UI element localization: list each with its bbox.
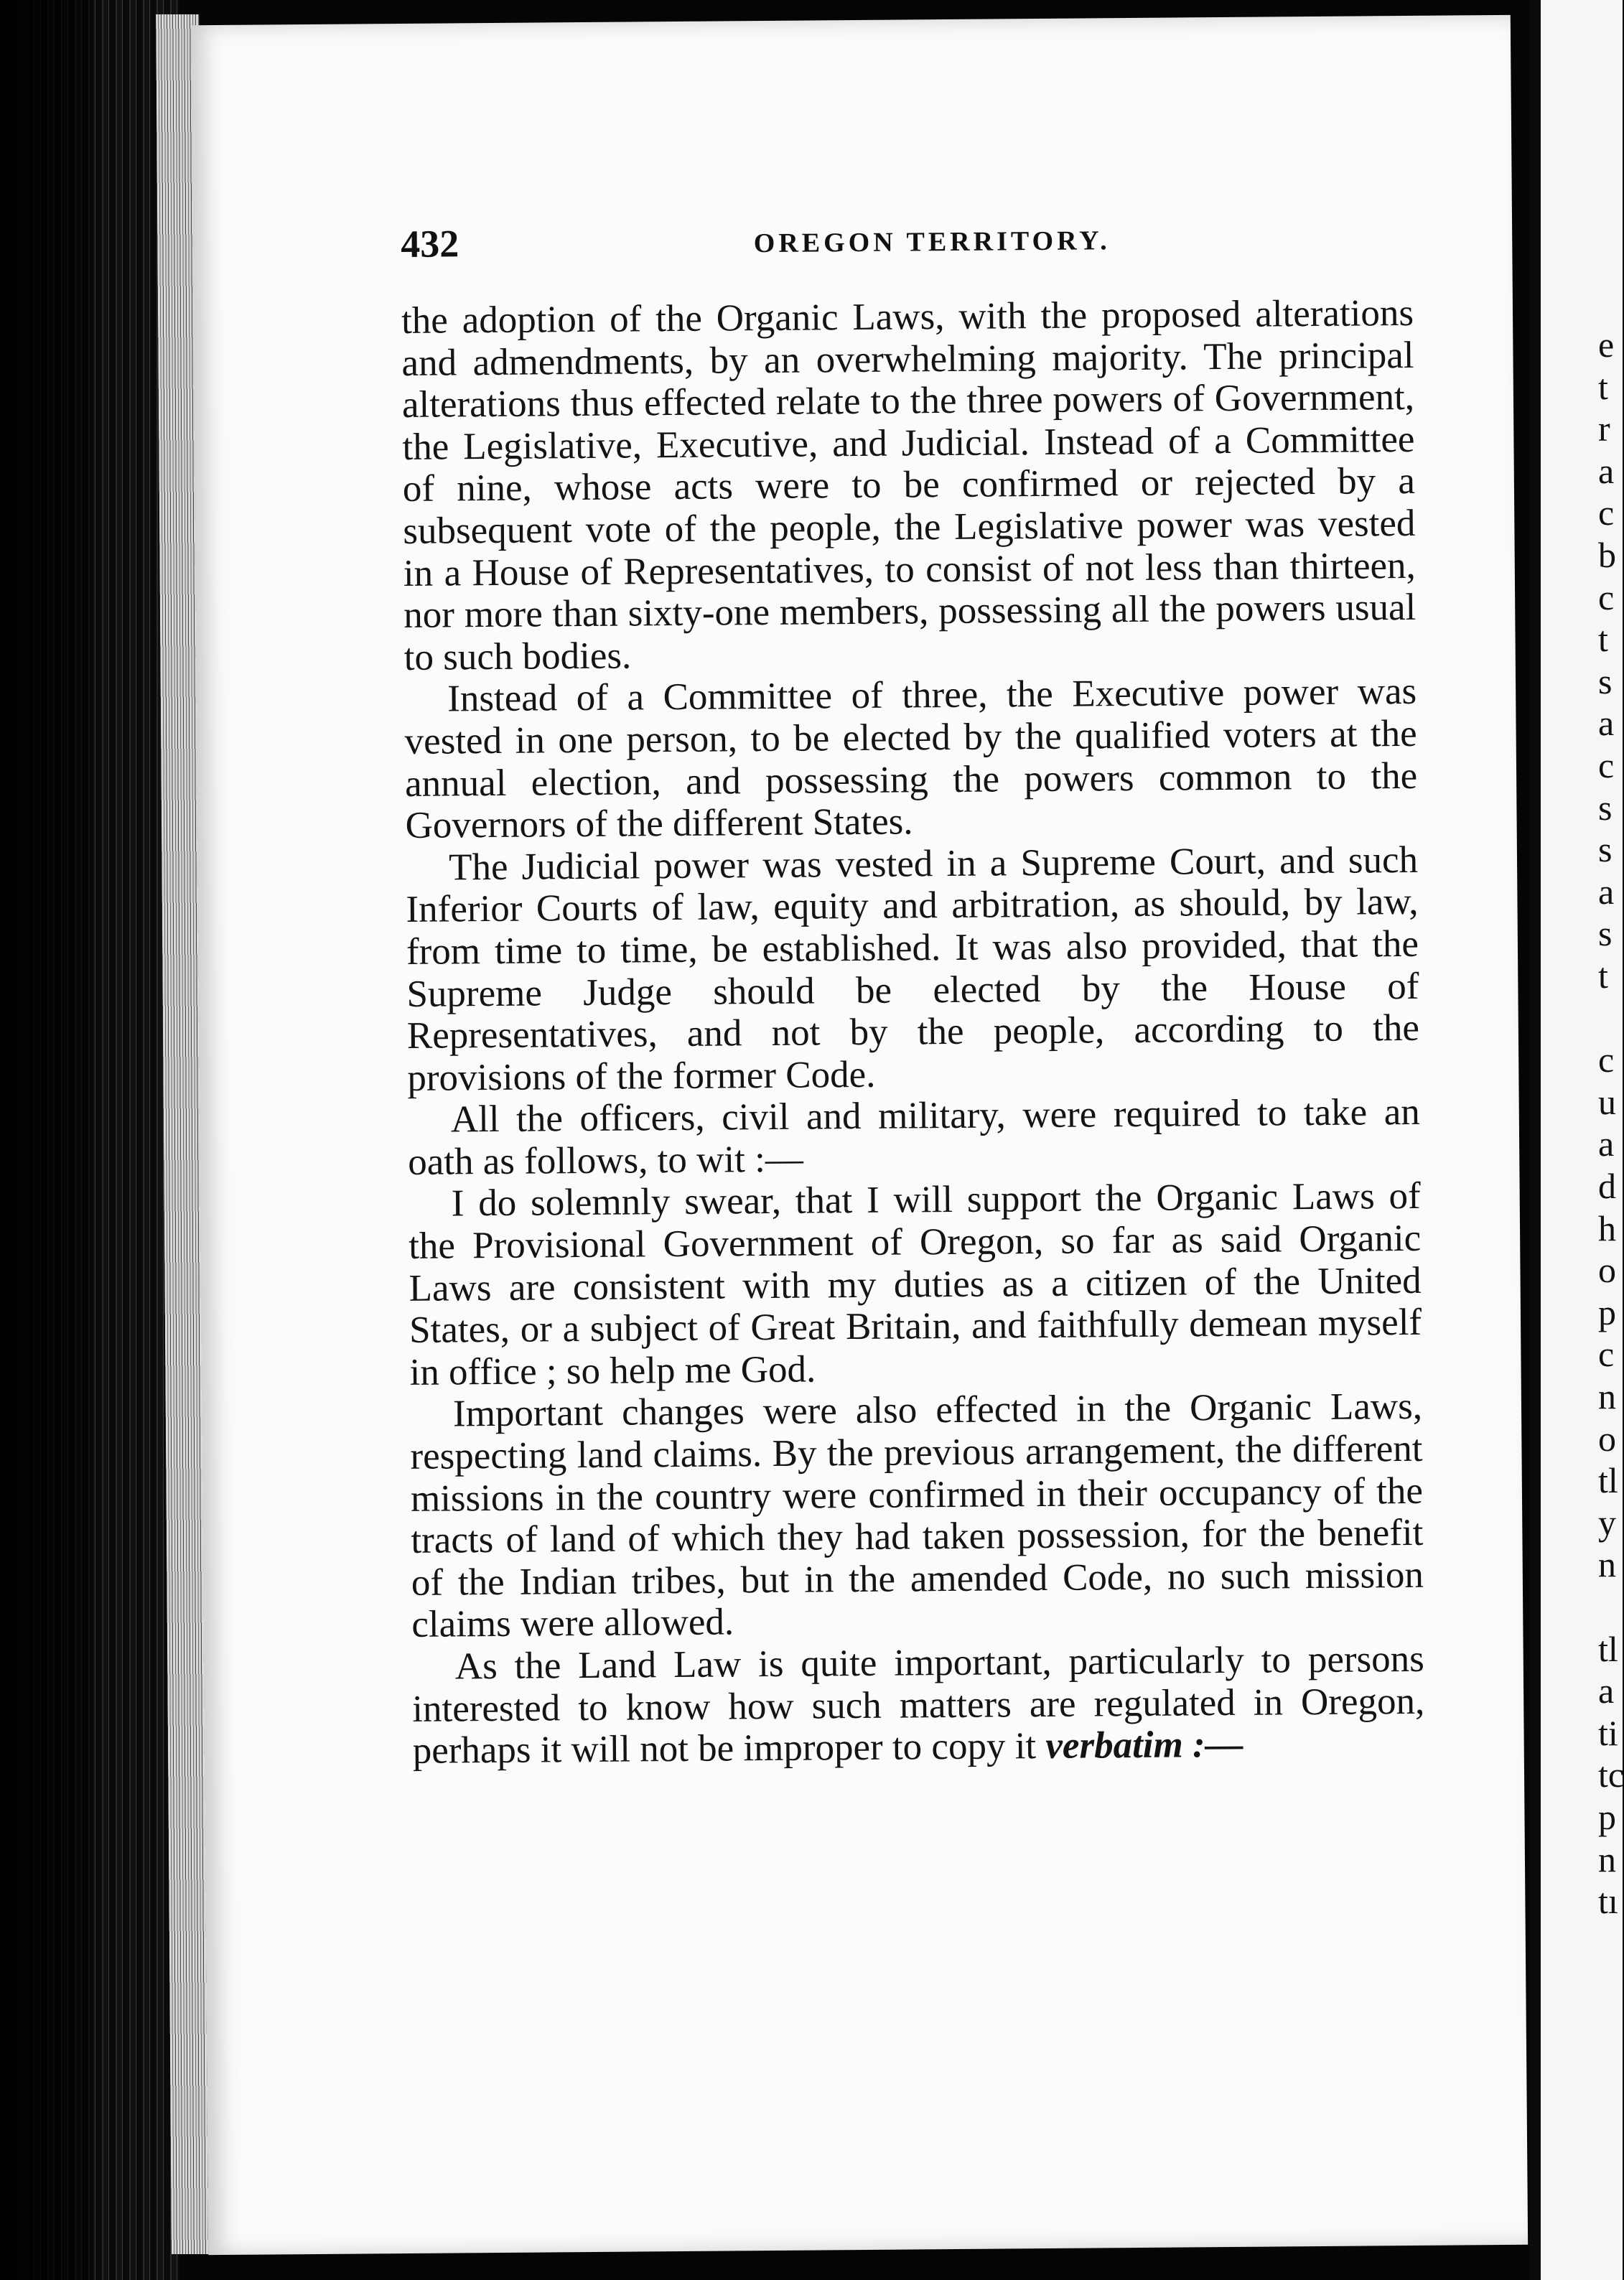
facing-page-letter: c: [1598, 1334, 1615, 1375]
facing-page-letter: e: [1598, 324, 1615, 365]
facing-page-letter: s: [1598, 660, 1613, 701]
facing-page-letter: y: [1598, 1502, 1616, 1543]
facing-page-letter: t: [1598, 366, 1608, 407]
facing-page-letter: c: [1598, 745, 1615, 785]
page-header: [401, 213, 1478, 279]
facing-page-letter: n: [1598, 1544, 1616, 1585]
binding-shadow: [0, 0, 93, 2280]
page-number: 432: [400, 222, 459, 266]
facing-page-letter: t: [1598, 956, 1608, 996]
facing-page-letter: b: [1598, 535, 1616, 575]
paragraph: The Judicial power was vested in a Supreme Court, and such Inferior Courts of law, equity and arbitration, as should, by law, from time to time, be established. It was also provided, that the Supreme Judge should be elected by the House of Representatives, and not by the people, according to the provisions of the former Code.: [406, 838, 1420, 1099]
facing-page-fragment: [1529, 0, 1623, 2280]
facing-page-letter: ti: [1598, 1712, 1618, 1753]
facing-page-letter: c: [1598, 576, 1615, 617]
paragraph: Important changes were also effected in the Organic Laws, respecting land claims. By the previous arrangement, the different missions in the country were confirmed in their occupancy of the tracts of land of which they had taken possession, for the benefit of the Indian tribes, but in the amended Code, no such mission claims were allowed.: [410, 1386, 1424, 1646]
facing-page-letter: o: [1598, 1418, 1616, 1459]
facing-page-letter: u: [1598, 1081, 1616, 1122]
facing-page-letter: tı: [1598, 1881, 1618, 1922]
paragraph: Instead of a Committee of three, the Executive power was vested in one person, to be elected by the qualified voters at the annual election, and possessing the powers common to the Governors of the different States.: [404, 671, 1418, 847]
facing-page-letter: tl: [1598, 1628, 1618, 1669]
facing-page-letter: a: [1598, 871, 1615, 912]
facing-page-letter: h: [1598, 1207, 1616, 1248]
facing-page-letter: a: [1598, 1123, 1615, 1164]
facing-page-letter: p: [1598, 1291, 1616, 1332]
facing-page-letter: a: [1598, 450, 1615, 491]
facing-page-letter: tl: [1598, 1460, 1618, 1501]
paragraph-text: As the Land Law is quite important, particularly to persons interested to know how such matters are regulated in Oregon, perhaps it will not be improper to copy it: [412, 1637, 1425, 1772]
facing-page-letter: s: [1598, 829, 1613, 870]
body-text: [401, 292, 1425, 1772]
facing-page-letter: p: [1598, 1797, 1616, 1837]
paragraph: All the officers, civil and military, were required to take an oath as follows, to wit :—: [408, 1091, 1421, 1183]
running-head: OREGON TERRITORY.: [753, 225, 1111, 259]
facing-page-letter: a: [1598, 1671, 1615, 1711]
facing-page-letter: s: [1598, 913, 1613, 954]
facing-page-letter: tc: [1598, 1755, 1624, 1795]
facing-page-letter: o: [1598, 1250, 1616, 1291]
paragraph-last: [412, 1638, 1425, 1772]
facing-page-letter: s: [1598, 787, 1613, 828]
facing-page-letter: c: [1598, 492, 1615, 533]
facing-page-letter: d: [1598, 1166, 1616, 1206]
facing-page-letter: n: [1598, 1376, 1616, 1416]
paragraph: the adoption of the Organic Laws, with the proposed alterations and admendments, by an overwhelming majority. The principal alterations thus effected relate to the three powers of Government, the Legislative, Executive, and Judicial. Instead of a Committee of nine, whose acts were to be confirmed or rejected by a subsequent vote of the people, the Legislative power was vested in a House of Representatives, to consist of not less than thirteen, nor more than sixty-one members, possessing all the powers usual to such bodies.: [401, 291, 1417, 678]
facing-page-letter: t: [1598, 619, 1608, 660]
oath-paragraph: I do solemnly swear, that I will support the Organic Laws of the Provisional Government of Oregon, so far as said Organic Laws are consistent with my duties as a citizen of the United States, or a subject of Great Britain, and faithfully demean myself in office ; so help me God.: [408, 1175, 1422, 1393]
book-page: [191, 15, 1528, 2255]
facing-page-letter: n: [1598, 1839, 1616, 1879]
facing-page-letter: r: [1598, 408, 1610, 449]
facing-page-letter: a: [1598, 703, 1615, 744]
facing-page-letter: c: [1598, 1039, 1615, 1080]
italic-verbatim: verbatim :—: [1045, 1724, 1243, 1767]
